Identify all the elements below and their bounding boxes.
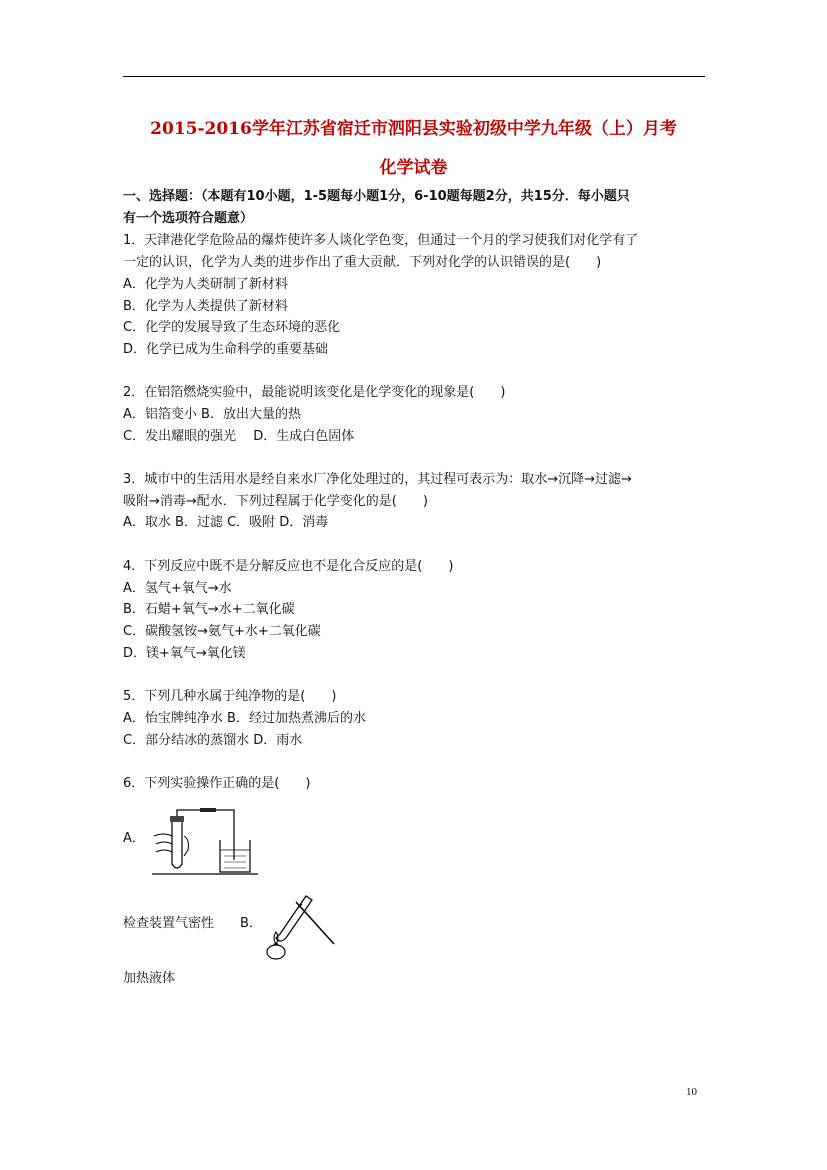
header-rule [123, 76, 705, 77]
question-3-stem: 3．城市中的生活用水是经自来水厂净化处理过的，其过程可表示为：取水→沉降→过滤→ [123, 472, 632, 487]
document-subtitle: 化学试卷 [379, 158, 448, 178]
question-1-option-d: D．化学已成为生命科学的重要基础 [123, 342, 329, 357]
heating-liquid-figure [262, 886, 342, 962]
question-6-option-a-label: A． [123, 831, 145, 846]
question-5-stem: 5．下列几种水属于纯净物的是( ) [123, 689, 337, 704]
question-2-options-ab: A．铝箔变小 B．放出大量的热 [123, 407, 301, 422]
page-number: 10 [686, 1086, 697, 1098]
question-6-option-b-label: B． [240, 916, 262, 931]
question-4-option-a: A．氢气+氧气→水 [123, 581, 232, 596]
question-5-options-ab: A．怡宝牌纯净水 B．经过加热煮沸后的水 [123, 711, 366, 726]
section-heading: 一、选择题：（本题有10小题，1-5题每小题1分，6-10题每题2分，共15分．每小题只 [123, 189, 630, 204]
question-4-stem: 4．下列反应中既不是分解反应也不是化合反应的是( ) [123, 559, 454, 574]
question-4-option-c: C．碳酸氢铵→氨气+水+二氧化碳 [123, 624, 321, 639]
question-2-stem: 2．在铝箔燃烧实验中，最能说明该变化是化学变化的现象是( ) [123, 385, 506, 400]
airtightness-check-figure [150, 806, 260, 878]
document-title: 2015-2016学年江苏省宿迁市泗阳县实验初级中学九年级（上）月考 [150, 119, 677, 139]
question-1-option-c: C．化学的发展导致了生态环境的恶化 [123, 320, 341, 335]
question-1-stem-cont: 一定的认识，化学为人类的进步作出了重大贡献．下列对化学的认识错误的是( ) [123, 255, 602, 270]
section-heading-cont: 有一个选项符合题意） [123, 211, 254, 226]
question-4-option-d: D．镁+氧气→氧化镁 [123, 646, 246, 661]
question-6-option-a-caption: 检查装置气密性 [123, 916, 215, 931]
question-1-option-b: B．化学为人类提供了新材料 [123, 299, 288, 314]
question-1-option-a: A．化学为人类研制了新材料 [123, 277, 288, 292]
question-4-option-b: B．石蜡+氧气→水+二氧化碳 [123, 602, 295, 617]
question-3-stem-cont: 吸附→消毒→配水．下列过程属于化学变化的是( ) [123, 494, 428, 509]
question-2-options-cd: C．发出耀眼的强光 D．生成白色固体 [123, 429, 355, 444]
question-5-options-cd: C．部分结冰的蒸馏水 D．雨水 [123, 733, 303, 748]
question-3-options: A．取水 B．过滤 C．吸附 D．消毒 [123, 515, 329, 530]
question-1-stem: 1．天津港化学危险品的爆炸使许多人谈化学色变，但通过一个月的学习使我们对化学有了 [123, 233, 639, 248]
question-6-option-b-caption: 加热液体 [123, 971, 176, 986]
question-6-stem: 6．下列实验操作正确的是( ) [123, 776, 311, 791]
